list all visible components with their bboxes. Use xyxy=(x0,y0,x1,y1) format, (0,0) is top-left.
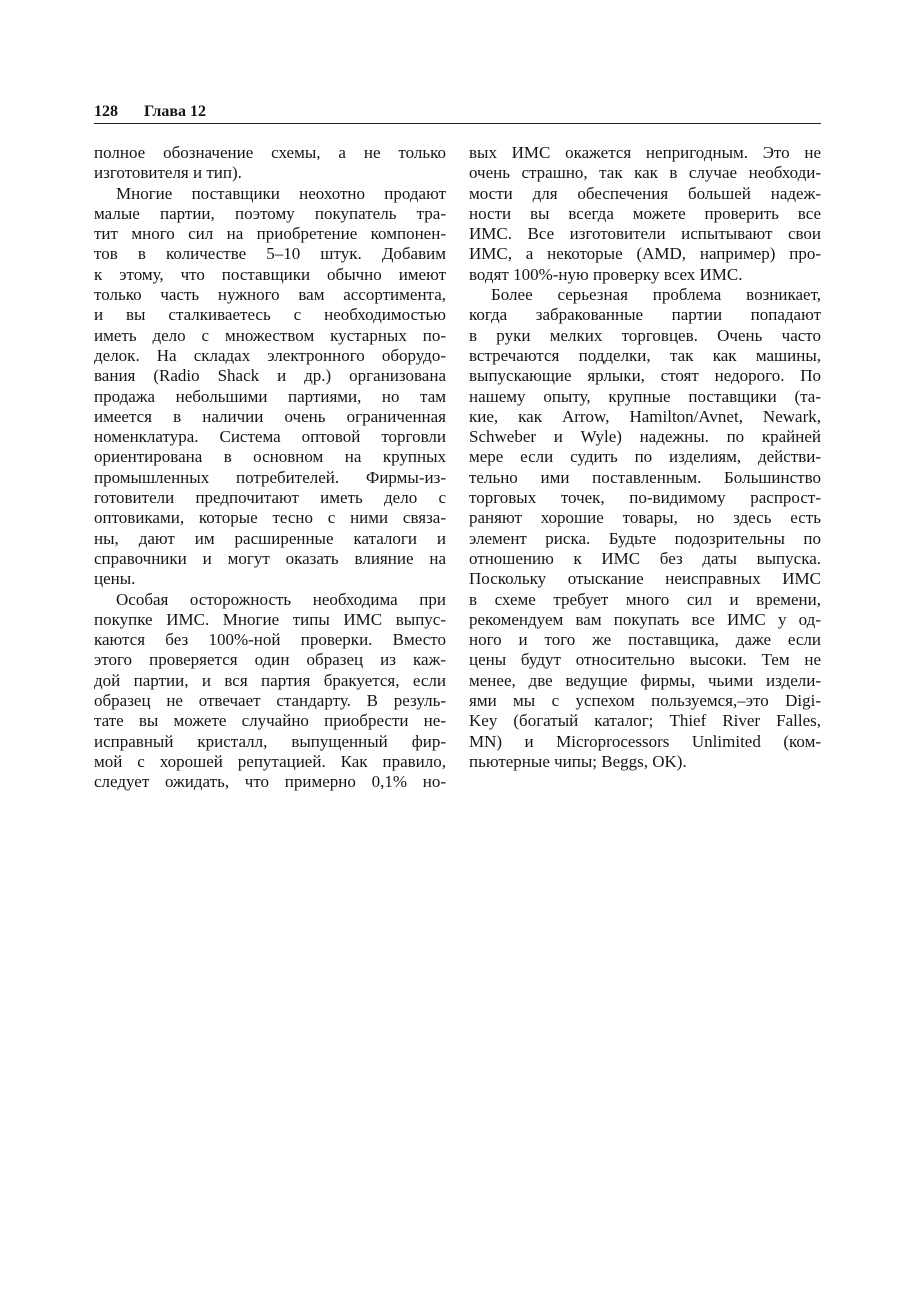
text-line: рекомендуем вам покупать все ИМС у од- xyxy=(469,609,821,629)
text-line: ями мы с успехом пользуемся,–это Digi- xyxy=(469,691,821,711)
text-line: Поскольку отыскание неисправных ИМС xyxy=(469,569,821,589)
text-line: встречаются подделки, так как машины, xyxy=(469,345,821,365)
text-line: имеется в наличии очень ограниченная xyxy=(94,406,446,426)
text-line: оптовиками, которые тесно с ними связа- xyxy=(94,508,446,528)
text-line: в руки мелких торговцев. Очень часто xyxy=(469,325,821,345)
text-line: раняют хорошие товары, но здесь есть xyxy=(469,508,821,528)
text-line: полное обозначение схемы, а не только xyxy=(94,143,446,162)
text-line: ориентирована в основном на крупных xyxy=(94,447,446,467)
right-text-column xyxy=(469,143,821,772)
text-line: ного и того же поставщика, даже если xyxy=(469,630,821,650)
text-line: тате вы можете случайно приобрести не- xyxy=(94,711,446,731)
text-line: ны, дают им расширенные каталоги и xyxy=(94,528,446,548)
text-line: ИМС. Все изготовители испытывают свои xyxy=(469,224,821,244)
running-header xyxy=(94,101,821,124)
text-line: менее, две ведущие фирмы, чьими издели- xyxy=(469,670,821,690)
text-line: в схеме требует много сил и времени, xyxy=(469,589,821,609)
text-line: цены будут относительно высоки. Тем не xyxy=(469,650,821,670)
text-line: продажа небольшими партиями, но там xyxy=(94,386,446,406)
text-line: иметь дело с множеством кустарных по- xyxy=(94,325,446,345)
text-line: мости для обеспечения большей надеж- xyxy=(469,183,821,203)
text-line: Особая осторожность необходима при xyxy=(116,589,446,609)
text-line: дой партии, и вся партия бракуется, если xyxy=(94,670,446,690)
text-line: вания (Radio Shack и др.) организована xyxy=(94,366,446,386)
text-line: мере если судить по изделиям, действи- xyxy=(469,447,821,467)
text-line: Schweber и Wyle) надежны. по крайней xyxy=(469,427,821,447)
text-line: делок. На складах электронного оборудо- xyxy=(94,345,446,365)
text-line: промышленных потребителей. Фирмы-из- xyxy=(94,467,446,487)
text-line: каются без 100%-ной проверки. Вместо xyxy=(94,630,446,650)
text-line: элемент риска. Будьте подозрительны по xyxy=(469,528,821,548)
text-line: изготовителя и тип). xyxy=(94,163,242,183)
text-line: и вы сталкиваетесь с необходимостью xyxy=(94,305,446,325)
text-line: выпускающие ярлыки, стоят недорого. По xyxy=(469,366,821,386)
text-line: покупке ИМС. Многие типы ИМС выпус- xyxy=(94,609,446,629)
text-line: к этому, что поставщики обычно имеют xyxy=(94,264,446,284)
text-line: Многие поставщики неохотно продают xyxy=(116,183,446,203)
text-line: когда забракованные партии попадают xyxy=(469,305,821,325)
text-line: очень страшно, так как в случае необходи- xyxy=(469,163,821,183)
text-line: нашему опыту, крупные поставщики (та- xyxy=(469,386,821,406)
text-line: справочники и могут оказать влияние на xyxy=(94,548,446,568)
chapter-title: Глава 12 xyxy=(144,103,206,120)
text-line: тит много сил на приобретение компонен- xyxy=(94,224,446,244)
text-line: водят 100%-ную проверку всех ИМС. xyxy=(469,264,743,284)
text-line: отношению к ИМС без даты выпуска. xyxy=(469,548,821,568)
text-line: следует ожидать, что примерно 0,1% но- xyxy=(94,772,446,792)
text-line: номенклатура. Система оптовой торговли xyxy=(94,427,446,447)
text-line: цены. xyxy=(94,569,136,589)
page-number: 128 xyxy=(94,103,118,120)
text-line: MN) и Microprocessors Unlimited (ком- xyxy=(469,731,821,751)
text-line: вых ИМС окажется непригодным. Это не xyxy=(469,143,821,162)
text-line: исправный кристалл, выпущенный фир- xyxy=(94,731,446,751)
text-line: кие, как Arrow, Hamilton/Avnet, Newark, xyxy=(469,406,821,426)
text-line: тов в количестве 5–10 штук. Добавим xyxy=(94,244,446,264)
text-line: готовители предпочитают иметь дело с xyxy=(94,488,446,508)
text-line: тельно ими поставленным. Большинство xyxy=(469,467,821,487)
text-line: пьютерные чипы; Beggs, OK). xyxy=(469,751,687,771)
text-line: Более серьезная проблема возникает, xyxy=(491,285,821,305)
left-text-column xyxy=(94,143,446,793)
text-line: Key (богатый каталог; Thief River Falles, xyxy=(469,711,821,731)
text-line: ности вы всегда можете проверить все xyxy=(469,203,821,223)
text-line: малые партии, поэтому покупатель тра- xyxy=(94,203,446,223)
text-line: мой с хорошей репутацией. Как правило, xyxy=(94,751,446,771)
text-line: образец не отвечает стандарту. В резуль- xyxy=(94,691,446,711)
text-line: этого проверяется один образец из каж- xyxy=(94,650,446,670)
text-line: торговых точек, по-видимому распрост- xyxy=(469,488,821,508)
text-line: только часть нужного вам ассортимента, xyxy=(94,285,446,305)
text-line: ИМС, а некоторые (AMD, например) про- xyxy=(469,244,821,264)
